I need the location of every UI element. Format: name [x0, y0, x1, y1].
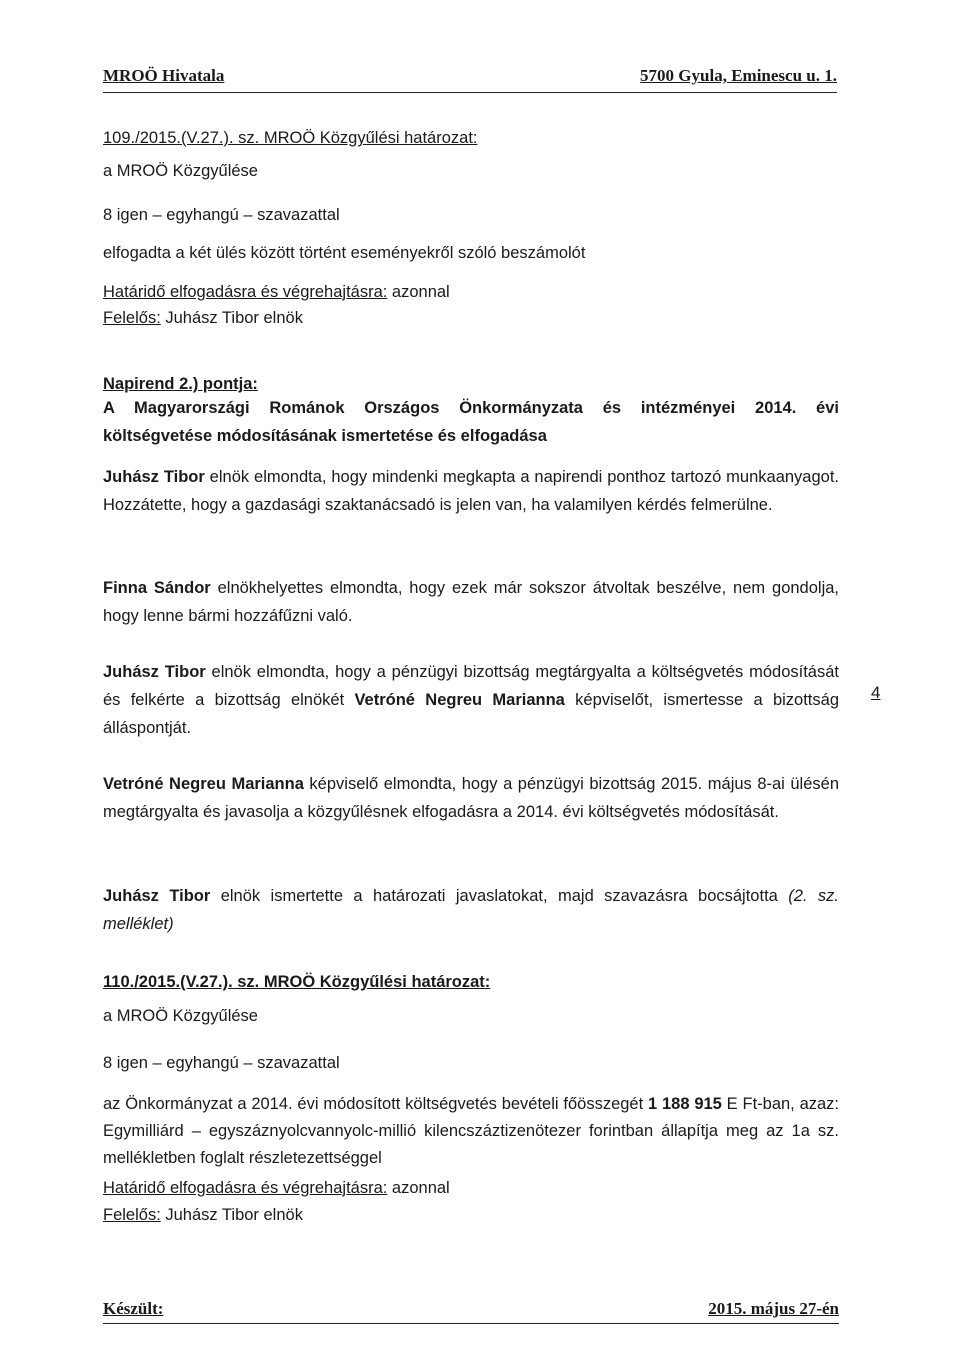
header-address: 5700 Gyula, Eminescu u. 1.	[640, 66, 837, 85]
paragraph-text: elnök ismertette a határozati javaslatokat, majd szavazásra bocsájtotta	[210, 887, 789, 905]
resolution-2-vote: 8 igen – egyhangú – szavazattal	[103, 1054, 340, 1072]
resolution-2-deadline	[103, 1177, 450, 1199]
resolution-2-text	[103, 1091, 839, 1172]
speaker-name: Vetróné Negreu Marianna	[103, 775, 304, 793]
resolution-1-title: 109./2015.(V.27.). sz. MROÖ Közgyűlési határozat:	[103, 129, 478, 147]
deadline-value: azonnal	[387, 283, 450, 301]
page-header	[103, 66, 837, 93]
responsible-value: Juhász Tibor elnök	[160, 1206, 303, 1224]
deadline-value: azonnal	[387, 1179, 450, 1197]
paragraph-text: elnökhelyettes elmondta, hogy ezek már sokszor átvoltak beszélve, nem gondolja, hogy lenne bármi hozzáfűzni való.	[103, 579, 840, 625]
paragraph-1	[103, 463, 839, 519]
agenda-title-line-2: költségvetése módosításának ismertetése és elfogadása	[103, 427, 547, 445]
resolution-2-body: a MROÖ Közgyűlése	[103, 1007, 258, 1025]
annex-reference: (2. sz. melléklet)	[103, 887, 839, 933]
speaker-name: Finna Sándor	[103, 579, 211, 597]
agenda-title	[103, 394, 839, 450]
speaker-name: Juhász Tibor	[103, 663, 206, 681]
paragraph-text: elnök elmondta, hogy a pénzügyi bizottság megtárgyalta a költségvetés módosítását és felkérte a bizottság elnökét	[103, 663, 839, 709]
speaker-name: Juhász Tibor	[103, 887, 211, 905]
deadline-label: Határidő elfogadásra és végrehajtásra:	[103, 283, 388, 301]
resolution-amount: 1 188 915	[648, 1095, 722, 1113]
header-office: MROÖ Hivatala	[103, 66, 225, 85]
responsible-label: Felelős:	[103, 1206, 161, 1224]
agenda-label: Napirend 2.) pontja:	[103, 375, 258, 393]
paragraph-text: elnök elmondta, hogy mindenki megkapta a napirendi ponthoz tartozó munkaanyagot. Hozzátette, hogy a gazdasági szaktanácsadó is jelen van, ha valamilyen kérdés felmerülne.	[103, 468, 839, 514]
agenda-title-line-1: A Magyarországi Románok Országos Önkormányzata és intézményei 2014. évi	[103, 399, 839, 417]
resolution-1-body: a MROÖ Közgyűlése	[103, 162, 258, 180]
paragraph-text-2: képviselőt, ismertesse a bizottság álláspontját.	[103, 691, 839, 737]
deadline-label: Határidő elfogadásra és végrehajtásra:	[103, 1179, 388, 1197]
paragraph-4	[103, 770, 839, 826]
resolution-text-b: E Ft-ban, azaz: Egymilliárd – egyszáznyolcvannyolc-millió kilencszáztizenötezer forintban állapítja meg az 1a sz. mellékletben foglalt részletezettséggel	[103, 1095, 840, 1167]
page-footer	[103, 1299, 839, 1324]
resolution-1-responsible	[103, 307, 303, 329]
paragraph-3	[103, 658, 839, 742]
footer-date: 2015. május 27-én	[708, 1299, 839, 1318]
paragraph-5	[103, 882, 839, 938]
page-number: 4	[871, 683, 881, 702]
footer-prepared-label: Készült:	[103, 1299, 164, 1318]
paragraph-2	[103, 574, 839, 630]
resolution-1-vote: 8 igen – egyhangú – szavazattal	[103, 206, 340, 224]
responsible-value: Juhász Tibor elnök	[160, 309, 303, 327]
resolution-1-deadline	[103, 281, 450, 303]
resolution-2-responsible	[103, 1204, 303, 1226]
paragraph-text: képviselő elmondta, hogy a pénzügyi bizottság 2015. május 8-ai ülésén megtárgyalta és javasolja a közgyűlésnek elfogadásra a 2014. évi költségvetés módosítását.	[103, 775, 839, 821]
resolution-1-text: elfogadta a két ülés között történt eseményekről szóló beszámolót	[103, 244, 586, 262]
responsible-label: Felelős:	[103, 309, 161, 327]
speaker-name: Juhász Tibor	[103, 468, 205, 486]
speaker-name-2: Vetróné Negreu Marianna	[354, 691, 565, 709]
resolution-text-a: az Önkormányzat a 2014. évi módosított költségvetés bevételi főösszegét	[103, 1095, 648, 1113]
resolution-2-title: 110./2015.(V.27.). sz. MROÖ Közgyűlési határozat:	[103, 973, 491, 991]
